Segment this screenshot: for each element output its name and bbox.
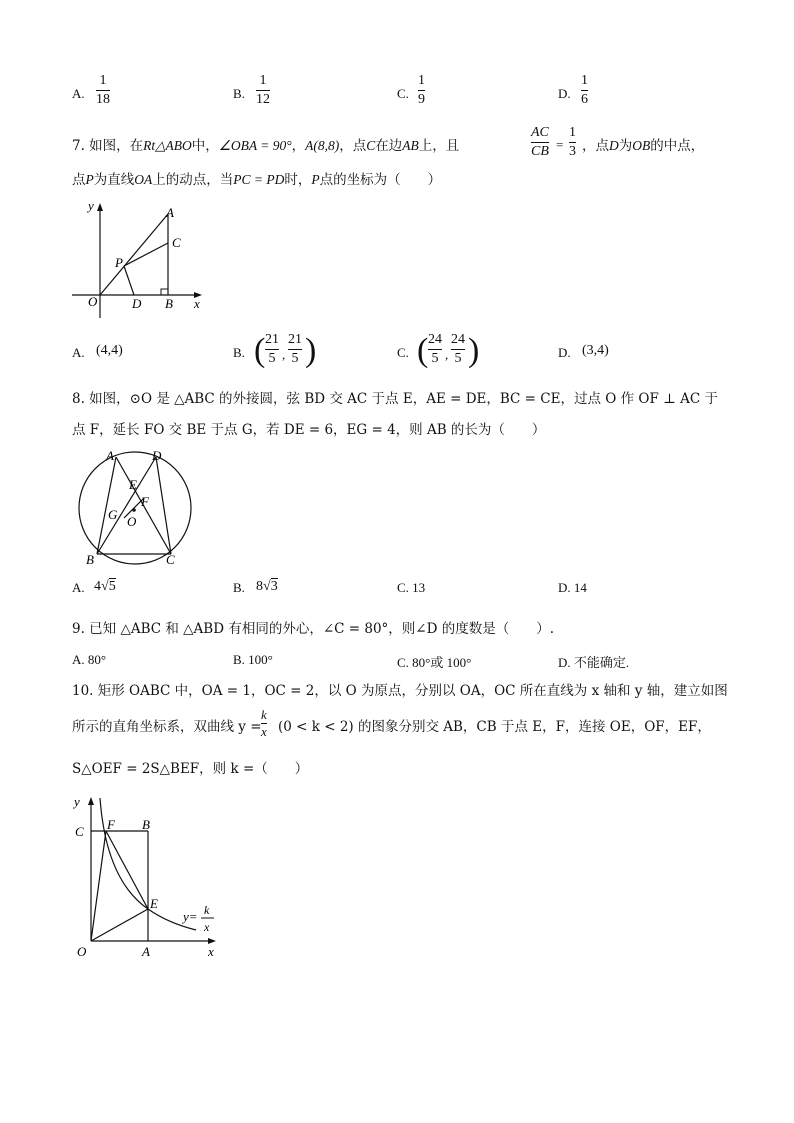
q8-circle	[79, 452, 191, 564]
q9-option-a: A. 80°	[72, 652, 107, 667]
q8-figure	[72, 446, 200, 570]
q7-right-angle-mark	[161, 289, 168, 295]
q7-option-c-frac-2: 24 5	[451, 332, 465, 366]
q9-option-b: B. 100°	[233, 652, 273, 667]
q10-line-3: S△OEF = 2S△BEF，则 k =（ ）	[72, 761, 309, 777]
q6-option-d-letter: D.	[558, 86, 571, 101]
q7-option-b-left-paren: (	[254, 332, 266, 369]
q7-label-c: C	[172, 235, 181, 250]
q10-curve-label-x: x	[204, 920, 210, 934]
q10-line-oe	[91, 909, 148, 941]
q9-line: 9. 已知 △ABC 和 △ABD 有相同的外心，∠C = 80°，则∠D 的度数是（ ）.	[72, 621, 555, 637]
q7-option-c-letter: C.	[397, 345, 409, 360]
q7-option-a-text: (4,4)	[96, 343, 123, 358]
q10-label-y: y	[74, 794, 80, 809]
q8-chord-dc	[156, 457, 171, 554]
q7-option-c-right-paren: )	[468, 332, 480, 369]
q7-label-p: P	[115, 255, 123, 270]
q8-center-dot	[132, 508, 136, 512]
q8-option-b-letter: B.	[233, 580, 245, 595]
q8-label-g: G	[108, 507, 118, 522]
q7-option-b-letter: B.	[233, 345, 245, 360]
q7-equals: =	[556, 137, 564, 152]
q8-line-1: 8. 如图，⊙O 是 △ABC 的外接圆，弦 BD 交 AC 于点 E，AE = DE，BC = CE，过点 O 作 OF ⊥ AC 于	[72, 391, 718, 407]
q8-option-d: D. 14	[558, 580, 587, 595]
q6-option-c-letter: C.	[397, 86, 409, 101]
q10-curve-label-y: y=	[183, 909, 198, 924]
q7-option-c-frac-1: 24 5	[428, 332, 442, 366]
q10-label-a: A	[142, 944, 150, 959]
q8-label-b: B	[86, 552, 94, 567]
q7-option-d-text: (3,4)	[582, 343, 609, 358]
q7-option-c-left-paren: (	[417, 332, 429, 369]
q7-line-1: 7. 如图，在Rt△ABO中，∠OBA = 90°，A(8,8)，点C在边AB上，且	[72, 138, 460, 154]
q10-line-1: 10. 矩形 OABC 中，OA = 1，OC = 2，以 O 为原点，分别以 OA，OC 所在直线为 x 轴和 y 轴，建立如图	[72, 683, 728, 699]
q8-option-b-value: 8√3	[256, 579, 278, 594]
q10-label-o: O	[77, 944, 87, 959]
q6-option-c-fraction: 1 9	[418, 73, 425, 107]
q8-label-a: A	[106, 448, 114, 463]
q10-label-x: x	[208, 944, 214, 959]
q10-y-arrow	[88, 797, 94, 805]
q10-label-e: E	[150, 896, 158, 911]
q8-option-a-value: 4√5	[94, 579, 116, 594]
q7-label-d: D	[132, 296, 142, 311]
q7-label-x: x	[194, 296, 200, 311]
q6-option-a-fraction: 1 18	[96, 73, 110, 107]
q7-line-pd	[124, 266, 134, 295]
q7-option-c-comma: ,	[445, 347, 449, 362]
q7-one-third-fraction: 1 3	[569, 125, 576, 159]
q10-line-2-end: (0 < k < 2) 的图象分别交 AB，CB 于点 E，F，连接 OE，OF，EF，	[278, 719, 711, 735]
q7-option-b-frac-1: 21 5	[265, 332, 279, 366]
q7-label-o: O	[88, 294, 98, 309]
q7-option-b-frac-2: 21 5	[288, 332, 302, 366]
q8-line-2: 点 F，延长 FO 交 BE 于点 G，若 DE = 6，EG = 4，则 AB 的长为（ ）	[72, 422, 546, 438]
q8-option-c: C. 13	[397, 580, 426, 595]
q10-curve-label-k: k	[204, 903, 210, 917]
q10-line-ef	[106, 831, 148, 909]
q7-y-arrow	[97, 203, 103, 211]
q8-label-o: O	[127, 514, 137, 529]
q7-option-d-letter: D.	[558, 345, 571, 360]
q8-option-a-letter: A.	[72, 580, 85, 595]
q10-figure	[68, 790, 228, 960]
q10-label-c: C	[75, 824, 84, 839]
q10-k-over-x-fraction: k x	[261, 707, 267, 739]
q7-figure	[68, 196, 208, 320]
q8-label-f: F	[141, 494, 149, 509]
q7-option-b-comma: ,	[282, 347, 286, 362]
q6-option-b-letter: B.	[233, 86, 245, 101]
q10-label-b: B	[142, 817, 150, 832]
q9-option-d: D. 不能确定.	[558, 655, 630, 670]
q7-line-pc	[124, 243, 168, 266]
q6-option-b-fraction: 1 12	[256, 73, 270, 107]
q8-label-e: E	[129, 477, 137, 492]
q7-label-b: B	[165, 296, 173, 311]
q7-option-b-right-paren: )	[305, 332, 317, 369]
q7-line-1-tail: ，点D为OB的中点，	[582, 138, 705, 154]
q7-label-a: A	[166, 205, 174, 220]
q10-line-2-start: 所示的直角坐标系，双曲线 y =	[72, 719, 262, 735]
q8-label-c: C	[166, 552, 175, 567]
q6-option-d-fraction: 1 6	[581, 73, 588, 107]
q7-label-y: y	[88, 198, 94, 213]
q8-label-d: D	[152, 448, 162, 463]
q10-label-f: F	[107, 817, 115, 832]
q7-line-2: 点P为直线OA上的动点，当PC = PD时，P点的坐标为（ ）	[72, 172, 442, 188]
q9-option-c: C. 80°或 100°	[397, 655, 472, 670]
q6-option-a-letter: A.	[72, 86, 85, 101]
q7-line-oa	[100, 214, 168, 295]
q7-option-a-letter: A.	[72, 345, 85, 360]
q7-ratio-fraction: AC CB	[531, 125, 549, 159]
q10-line-of	[91, 831, 106, 941]
